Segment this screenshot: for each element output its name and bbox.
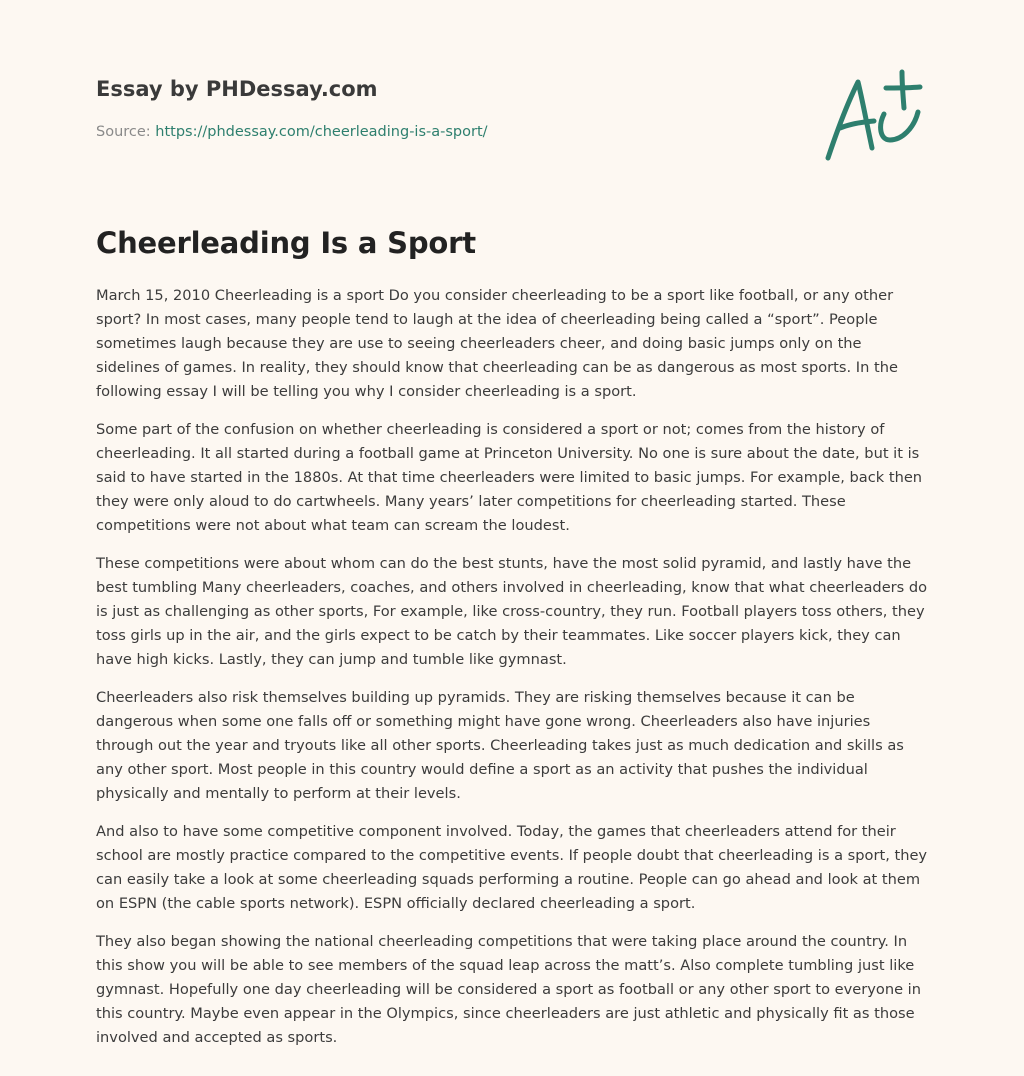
header <box>96 0 928 200</box>
source-line <box>96 124 488 140</box>
page <box>96 0 928 1046</box>
essay-paragraph-5: And also to have some competitive component involved. Today, the games that cheerleaders attend for their school are mostly practice compared to the competitive events. If people doubt that cheerleading is a sport, they can easily take a look at some cheerleading squads performing a routine. People can go ahead and look at them on ESPN (the cable sports network). ESPN officially declared cheerleading a sport. <box>96 823 928 912</box>
brand-title: Essay by PHDessay.com <box>96 77 378 101</box>
essay-paragraph-4: Cheerleaders also risk themselves building up pyramids. They are risking themselves because it can be dangerous when some one falls off or something might have gone wrong. Cheerleaders also have injuries through out the year and tryouts like all other sports. Cheerleading takes just as much dedication and skills as any other sport. Most people in this country would define a sport as an activity that pushes the individual physically and mentally to perform at their levels. <box>96 689 904 802</box>
a-plus-logo-icon <box>822 68 926 164</box>
source-label: Source: <box>96 124 151 140</box>
essay-paragraph-3: These competitions were about whom can do the best stunts, have the most solid pyramid, and lastly have the best tumbling Many cheerleaders, coaches, and others involved in cheerleading, know that what cheerleaders do is just as challenging as other sports, For example, like cross-country, they run. Football players toss others, they toss girls up in the air, and the girls expect to be catch by their teammates. Like soccer players kick, they can have high kicks. Lastly, they can jump and tumble like gymnast. <box>96 555 928 668</box>
essay-title: Cheerleading Is a Sport <box>96 226 476 260</box>
essay-paragraph-6: They also began showing the national cheerleading competitions that were taking place around the country. In this show you will be able to see members of the squad leap across the matt’s. Also complete tumbling just like gymnast. Hopefully one day cheerleading will be considered a sport as football or any other sport to everyone in this country. Maybe even appear in the Olympics, since cheerleaders are just athletic and physically fit as those involved and accepted as sports. <box>96 933 921 1046</box>
essay-paragraph-1: March 15, 2010 Cheerleading is a sport Do you consider cheerleading to be a sport like football, or any other sport? In most cases, many people tend to laugh at the idea of cheerleading being called a “sport”. People sometimes laugh because they are use to seeing cheerleaders cheer, and doing basic jumps only on the sidelines of games. In reality, they should know that cheerleading can be as dangerous as most sports. In the following essay I will be telling you why I consider cheerleading is a sport. <box>96 287 898 400</box>
essay-body <box>96 284 928 1064</box>
essay-paragraph-2: Some part of the confusion on whether cheerleading is considered a sport or not; comes from the history of cheerleading. It all started during a football game at Princeton University. No one is sure about the date, but it is said to have started in the 1880s. At that time cheerleaders were limited to basic jumps. For example, back then they were only aloud to do cartwheels. Many years’ later competitions for cheerleading started. These competitions were not about what team can scream the loudest. <box>96 421 923 534</box>
source-link[interactable]: https://phdessay.com/cheerleading-is-a-sport/ <box>155 124 488 140</box>
